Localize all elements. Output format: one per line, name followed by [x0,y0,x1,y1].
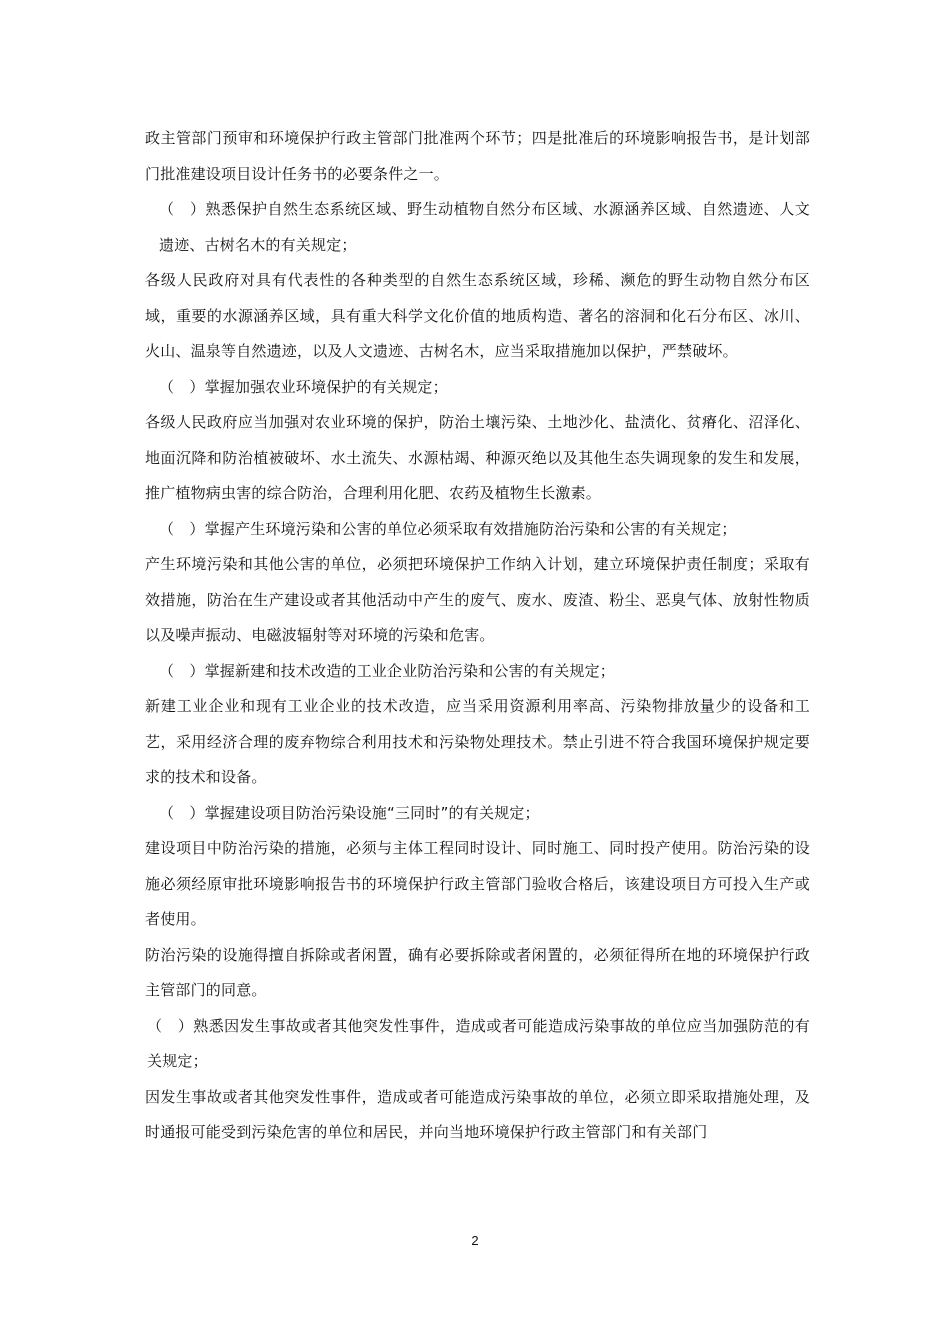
section-heading-industrial-enterprises: （ ）掌握新建和技术改造的工业企业防治污染和公害的有关规定； [159,661,616,680]
paragraph-facility-removal: 防治污染的设施得擅自拆除或者闲置，确有必要拆除或者闲置的，必须征得所在地的环境保护行政主管部门的同意。 [145,945,810,999]
section-heading-agriculture: （ ）掌握加强农业环境保护的有关规定； [159,377,448,396]
paragraph-continuation: 政主管部门预审和环境保护行政主管部门批准两个环节；四是批准后的环境影响报告书，是计划部门批准建设项目设计任务书的必要条件之一。 [145,129,810,183]
section-heading-nature-protection: （ ）熟悉保护自然生态系统区域、野生动植物自然分布区域、水源涵养区域、自然遗迹、人文遗迹、古树名木的有关规定； [159,200,810,254]
paragraph-nature-protection: 各级人民政府对具有代表性的各种类型的自然生态系统区域，珍稀、濒危的野生动物自然分布区域，重要的水源涵养区域，具有重大科学文化价值的地质构造、著名的溶洞和化石分布区、冰川、火山、温泉等自然遗迹，以及人文遗迹、古树名木，应当采取措施加以保护，严禁破坏。 [145,271,810,360]
section-heading-pollution-units: （ ）掌握产生环境污染和公害的单位必须采取有效措施防治污染和公害的有关规定； [159,519,737,538]
paragraph-three-simultaneous: 建设项目中防治污染的措施，必须与主体工程同时设计、同时施工、同时投产使用。防治污染的设施必须经原审批环境影响报告书的环境保护行政主管部门验收合格后，该建设项目方可投入生产或者使用。 [145,839,810,928]
section-heading-three-simultaneous: （ ）掌握建设项目防治污染设施“三同时”的有关规定； [159,803,540,822]
paragraph-accident-handling: 因发生事故或者其他突发性事件，造成或者可能造成污染事故的单位，必须立即采取措施处理，及时通报可能受到污染危害的单位和居民，并向当地环境保护行政主管部门和有关部门 [145,1087,810,1141]
page-number: 2 [471,1233,479,1248]
document-body [145,121,810,1151]
section-heading-accident-prevention: （ ）熟悉因发生事故或者其他突发性事件，造成或者可能造成污染事故的单位应当加强防范的有关规定； [147,1016,810,1070]
paragraph-pollution-units: 产生环境污染和其他公害的单位，必须把环境保护工作纳入计划，建立环境保护责任制度；采取有效措施，防治在生产建设或者其他活动中产生的废气、废水、废渣、粉尘、恶臭气体、放射性物质以及噪声振动、电磁波辐射等对环境的污染和危害。 [145,555,810,644]
paragraph-industrial-enterprises: 新建工业企业和现有工业企业的技术改造，应当采用资源利用率高、污染物排放量少的设备和工艺，采用经济合理的废弃物综合利用技术和污染物处理技术。禁止引进不符合我国环境保护规定要求的技术和设备。 [145,697,810,786]
paragraph-agriculture: 各级人民政府应当加强对农业环境的保护，防治土壤污染、土地沙化、盐渍化、贫瘠化、沼泽化、地面沉降和防治植被破坏、水土流失、水源枯竭、种源灭绝以及其他生态失调现象的发生和发展，推广植物病虫害的综合防治，合理利用化肥、农药及植物生长激素。 [145,413,810,502]
